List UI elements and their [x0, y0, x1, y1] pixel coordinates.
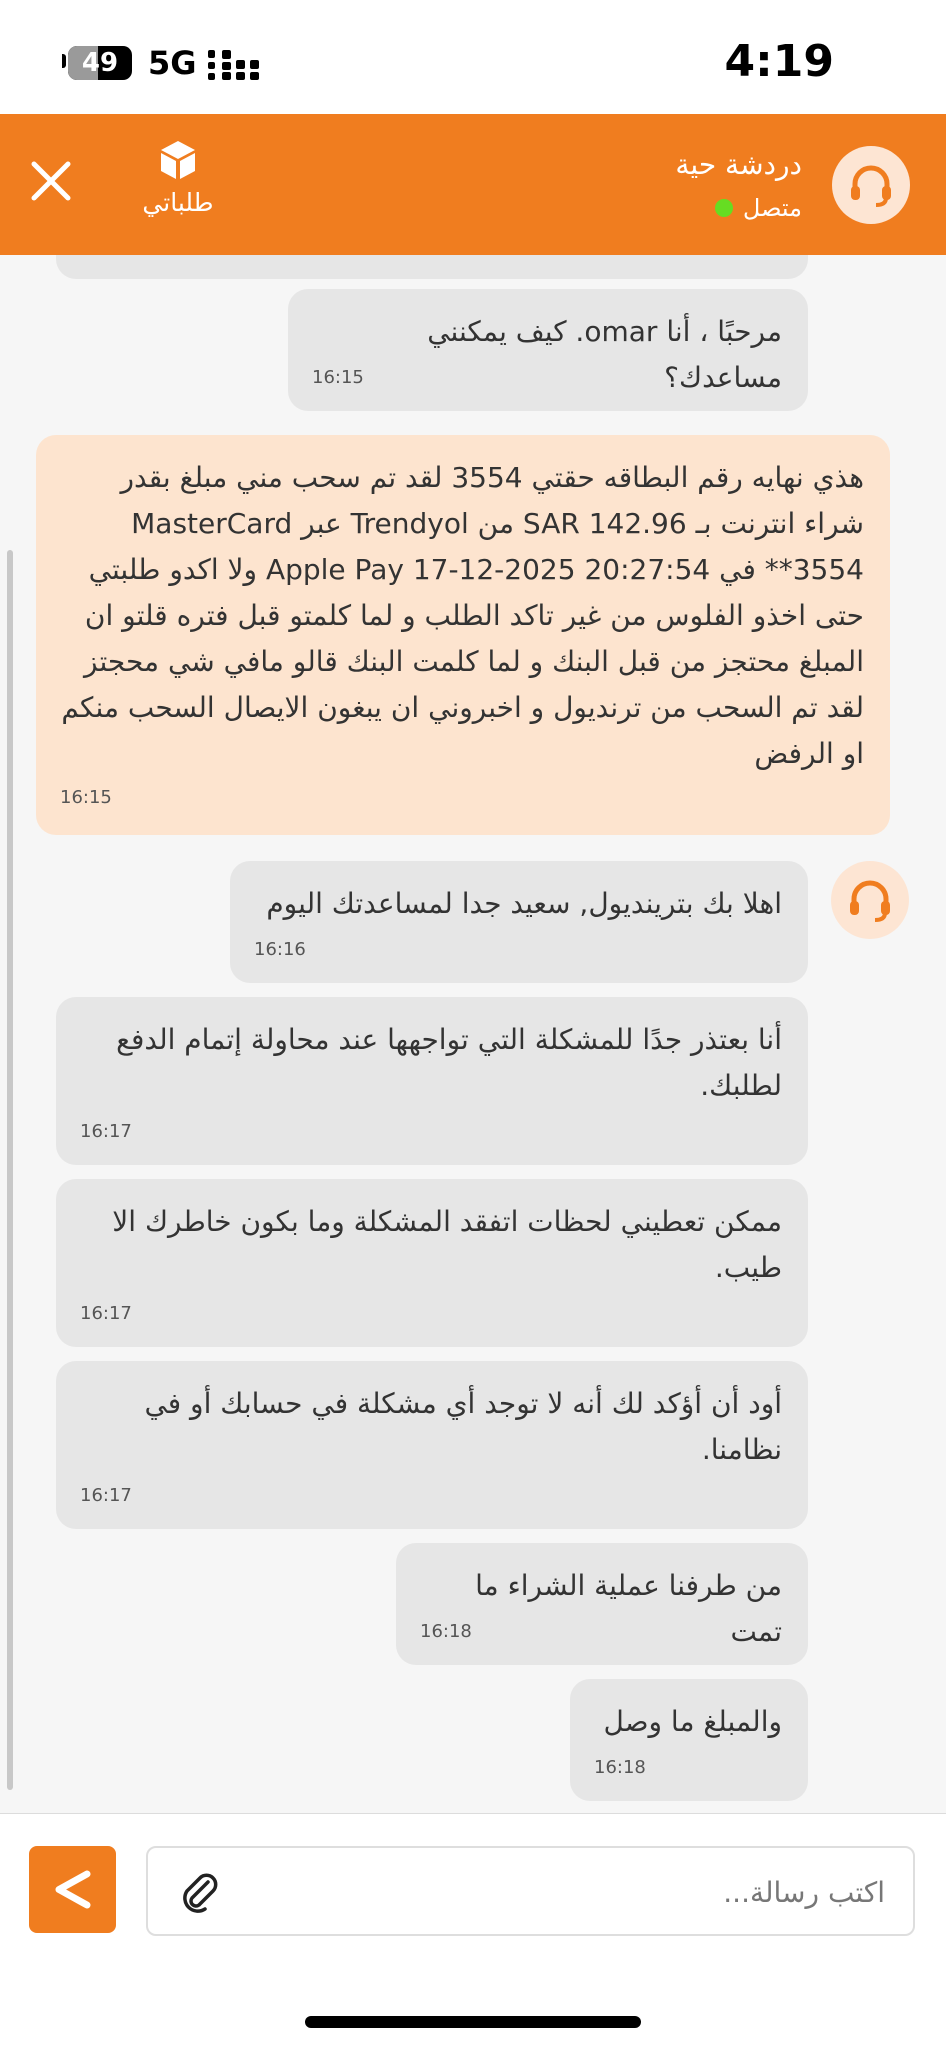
message-text: مرحبًا ، أنا omar. كيف يمكنني مساعدك؟ — [427, 315, 782, 394]
message-bubble-partial — [56, 255, 808, 279]
message-text: ممكن تعطيني لحظات اتفقد المشكلة وما بكون خاطرك الا طيب. — [112, 1205, 782, 1284]
paperclip-icon[interactable] — [178, 1870, 222, 1914]
message-composer — [0, 1813, 946, 2048]
agent-message — [56, 1361, 808, 1529]
online-status — [715, 194, 802, 222]
send-button[interactable] — [29, 1846, 116, 1933]
battery-level: 49 — [81, 48, 119, 78]
message-time: 16:15 — [60, 787, 112, 808]
clock: 4:19 — [724, 36, 834, 87]
agent-message — [396, 1543, 808, 1665]
message-time: 16:18 — [594, 1757, 646, 1778]
agent-message — [570, 1679, 808, 1801]
agent-message — [288, 289, 808, 411]
chat-header — [0, 114, 946, 255]
battery-icon — [68, 46, 132, 80]
agent-message-avatar — [831, 861, 909, 939]
message-time: 16:16 — [254, 939, 306, 960]
chat-title: دردشة حية — [675, 148, 802, 181]
message-text: اهلا بك بترينديول, سعيد جدا لمساعدتك اليوم — [266, 887, 782, 920]
message-text: هذي نهايه رقم البطاقه حقتي 3554 لقد تم سحب مني مبلغ بقدر شراء انترنت بـ SAR 142.96 من Trendyol عبر MasterCard **3554 في Apple Pay 17-12-2025 20:27:54 ولا اكدو طلبتي حتى اخذو الفلوس من غير تاكد الطلب و لما كلمتو قبل فتره قلتو ان المبلغ محتجز من قبل البنك و لما كلمت البنك قالو مافي شي محجتز لقد تم السحب من ترنديول و اخبروني ان يبغون الايصال السحب منكم او الرفض — [61, 461, 864, 770]
message-time: 16:17 — [80, 1485, 132, 1506]
close-icon[interactable] — [28, 158, 74, 204]
message-text: من طرفنا عملية الشراء ما تمت — [475, 1569, 782, 1648]
message-text: أود أن أؤكد لك أنه لا توجد أي مشكلة في حسابك أو في نظامنا. — [144, 1387, 782, 1466]
battery-nub — [62, 54, 66, 68]
my-orders-label: طلباتي — [142, 188, 214, 217]
message-time: 16:17 — [80, 1121, 132, 1142]
agent-avatar — [832, 146, 910, 224]
online-status-label: متصل — [742, 194, 802, 222]
chat-messages[interactable] — [0, 255, 946, 1813]
signal-icon — [206, 46, 270, 82]
agent-message — [230, 861, 808, 983]
headset-icon — [846, 160, 896, 210]
home-indicator — [305, 2016, 641, 2028]
headset-icon — [845, 875, 895, 925]
box-icon — [156, 138, 200, 182]
message-input[interactable] — [325, 1868, 885, 1916]
network-type: 5G — [148, 44, 197, 82]
online-dot — [715, 199, 733, 217]
message-input-box[interactable] — [146, 1846, 915, 1936]
agent-message — [56, 997, 808, 1165]
agent-message — [56, 1179, 808, 1347]
message-text: أنا بعتذر جدًا للمشكلة التي تواجهها عند محاولة إتمام الدفع لطلبك. — [116, 1023, 782, 1102]
message-text: والمبلغ ما وصل — [603, 1705, 782, 1738]
scrollbar[interactable] — [7, 550, 13, 1790]
my-orders-button[interactable] — [128, 138, 228, 234]
user-message — [36, 435, 890, 835]
status-bar — [0, 0, 946, 114]
message-time: 16:15 — [312, 367, 364, 388]
message-time: 16:17 — [80, 1303, 132, 1324]
message-time: 16:18 — [420, 1621, 472, 1642]
send-icon — [49, 1866, 96, 1913]
